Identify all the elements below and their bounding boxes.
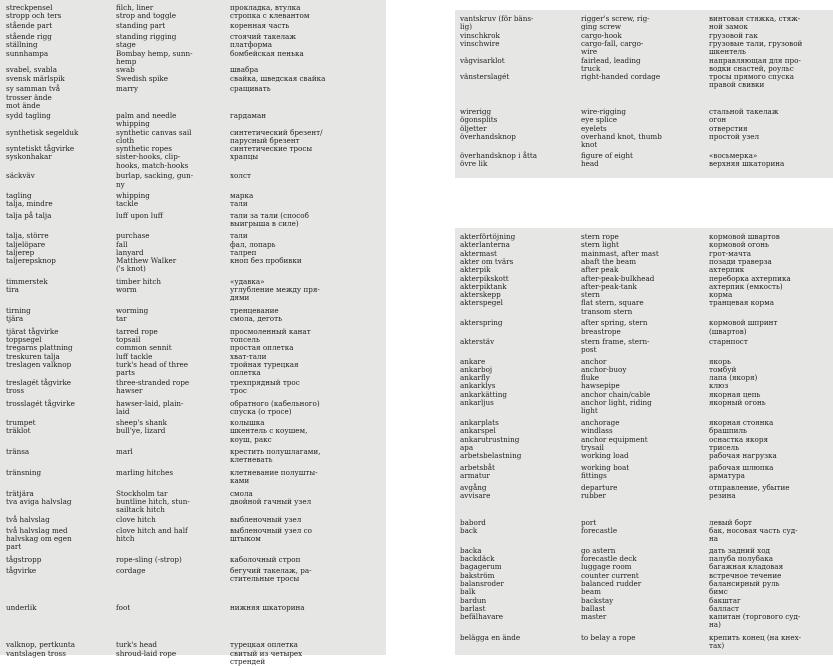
swedish-term: balansroder (460, 578, 504, 588)
swedish-term: babord (460, 517, 486, 527)
swedish-term: vägvisarklot (460, 55, 505, 65)
swedish-term: arbetsbelastning (460, 451, 522, 461)
russian-term: балансирный руль (709, 578, 780, 588)
english-term: synthetic canvas sail cloth (116, 127, 192, 145)
swedish-term: ställning (6, 40, 38, 50)
russian-term: холст (230, 171, 251, 181)
english-term: hawser (116, 386, 143, 396)
english-term: counter current (581, 570, 639, 580)
english-term: after peak (581, 265, 619, 275)
swedish-term: tränsa (6, 447, 30, 457)
english-term: flat stern, square transom stern (581, 298, 644, 316)
english-term: filch, liner (116, 3, 154, 12)
russian-term: клетневание полушты- ками (230, 467, 318, 486)
swedish-term: tagling (6, 190, 32, 200)
swedish-term: två halvslag med halvskag om egen part (6, 525, 72, 552)
swedish-term: trosslagét tågvirke (6, 398, 75, 408)
english-term: marling hitches (116, 467, 174, 477)
english-term: worm (116, 285, 137, 295)
english-term: palm and needle whipping (116, 110, 177, 129)
english-term: stern frame, stern- post (581, 336, 650, 354)
russian-term: просмоленный канат (230, 326, 311, 336)
russian-term: старнпост (709, 336, 748, 346)
russian-term: фал, лопарь (230, 239, 276, 249)
english-term: strop and toggle (116, 11, 176, 21)
swedish-term: akter om tvärs (460, 256, 514, 266)
swedish-term: tågstropp (6, 554, 42, 564)
english-term: topsail (116, 335, 141, 344)
russian-term: тренцевание (230, 305, 279, 315)
english-term: shroud-laid rope (116, 648, 177, 658)
swedish-term: trätjära (6, 488, 34, 498)
russian-term: переборка ахтерпика (709, 273, 791, 283)
russian-term: капитан (торгового суд- на) (709, 612, 801, 630)
russian-term: кормовой огонь (709, 240, 769, 250)
russian-term: брашпиль (709, 426, 747, 436)
russian-term: кормовой швартов (709, 232, 780, 241)
english-term: sheep's shank (116, 418, 167, 427)
english-term: three-stranded rope (116, 378, 190, 388)
swedish-term: treslagét tågvirke (6, 378, 72, 388)
english-term: rubber (581, 490, 606, 500)
swedish-term: streckpensel (6, 3, 53, 12)
english-term: common sennit (116, 343, 172, 353)
russian-term: стоячий такелаж (230, 32, 296, 42)
swedish-term: bardun (460, 595, 487, 605)
swedish-term: tjärat tågvirke (6, 326, 59, 336)
english-term: stage (116, 40, 136, 50)
russian-term: колышка (230, 418, 265, 427)
swedish-term: sydd tagling (6, 110, 51, 120)
russian-term: талреп (230, 247, 257, 257)
swedish-term: överhandsknop i åtta (460, 150, 538, 160)
russian-term: смола (230, 488, 253, 498)
russian-term: тали (230, 198, 248, 208)
russian-term: якорная цепь (709, 389, 761, 399)
swedish-term: akterförtöjning (460, 232, 516, 241)
english-term: figure of eight (581, 150, 633, 160)
swedish-term: öljetter (460, 123, 487, 133)
english-term: luff upon luff (116, 210, 163, 220)
russian-term: выбленочный узел со штыком (230, 525, 312, 544)
swedish-term: toppsegel (6, 335, 42, 344)
english-term: overhand knot, thumb knot (581, 131, 662, 150)
swedish-term: tränsning (6, 467, 42, 477)
swedish-term: ankare (460, 356, 486, 366)
russian-term: тройная турецкая оплетка (230, 359, 299, 378)
russian-term: бомбейская пенька (230, 48, 304, 58)
russian-term: рабочая нагрузка (709, 451, 777, 461)
english-term: rigger's screw, rig- ging screw (581, 14, 650, 32)
swedish-term: stående part (6, 21, 53, 31)
english-term: backstay (581, 595, 614, 605)
english-term: synthetic ropes (116, 144, 172, 154)
english-term: wire-rigging (581, 106, 627, 116)
russian-term: рабочая шлюпка (709, 462, 774, 472)
swedish-term: backa (460, 545, 482, 555)
english-term: turk's head of three parts (116, 359, 189, 378)
swedish-term: befälhavare (460, 612, 504, 622)
swedish-term: svensk märlspik (6, 73, 65, 83)
russian-term: стропка с клевантом (230, 11, 310, 21)
russian-term: стальной такелаж (709, 106, 779, 116)
russian-term: якорный огонь (709, 398, 766, 407)
english-term: anchor-buoy (581, 364, 627, 374)
russian-term: лапа (якоря) (709, 373, 758, 383)
english-term: to belay a rope (581, 632, 636, 642)
swedish-term: armatur (460, 471, 490, 481)
russian-term: томбуй (709, 364, 737, 374)
russian-term: грузовые тали, грузовой шкентель (709, 38, 803, 57)
swedish-term: akterspring (460, 318, 503, 328)
russian-term: бакштаг (709, 595, 741, 605)
english-term: burlap, sacking, gun- ny (116, 171, 194, 189)
russian-term: свайка, шведская свайка (230, 73, 326, 83)
english-term: anchor (581, 356, 607, 366)
swedish-term: sy samman två trosser ände mot ände (6, 84, 61, 110)
english-term: worming (116, 305, 149, 315)
russian-term: турецкая оплетка (230, 640, 298, 650)
english-term: windlass (581, 426, 613, 436)
english-term: cordage (116, 565, 146, 575)
english-term: lanyard (116, 247, 144, 257)
english-term: marry (116, 84, 139, 94)
russian-term: позади траверза (709, 256, 772, 266)
russian-term: швабра (230, 65, 259, 75)
swedish-term: ankarfly (460, 373, 490, 383)
swedish-term: sunnhampa (6, 48, 49, 58)
russian-term: огон (709, 115, 727, 125)
swedish-term: vantskruv (för bäns- lig) (460, 14, 534, 32)
english-term: Swedish spike (116, 73, 169, 83)
swedish-term: trumpet (6, 418, 36, 427)
russian-term: резина (709, 490, 736, 500)
english-term: port (581, 517, 597, 527)
swedish-term: akterpikskott (460, 273, 509, 283)
swedish-term: övre lik (460, 159, 488, 169)
swedish-term: treslagen valknop (6, 359, 72, 369)
russian-term: марка (230, 190, 254, 200)
russian-term: хват-тали (230, 351, 267, 361)
english-term: ballast (581, 603, 606, 613)
swedish-term: talja på talja (6, 210, 52, 220)
swedish-term: avvisare (460, 490, 491, 500)
english-term: anchor light, riding light (581, 398, 652, 416)
swedish-term: vinschwire (460, 38, 500, 48)
swedish-term: underlik (6, 603, 37, 613)
russian-term: ахтерпик (емкость) (709, 281, 783, 291)
swedish-term: vantslagen tross (6, 648, 66, 658)
swedish-term: ankarkätting (460, 389, 507, 399)
swedish-term: bakström (460, 570, 495, 580)
russian-term: верхняя шкаторина (709, 159, 785, 169)
swedish-term: tågvirke (6, 565, 37, 575)
english-term: stern rope (581, 232, 619, 241)
english-term: Stockholm tar (116, 488, 168, 498)
english-term: working load (581, 451, 629, 461)
russian-term: обратного (кабельного) спуска (о тросе) (230, 398, 320, 417)
swedish-term: barlast (460, 603, 486, 613)
swedish-term: akterskepp (460, 290, 501, 300)
swedish-term: apa (460, 442, 474, 452)
english-term: anchor chain/cable (581, 389, 651, 399)
russian-term: клюз (709, 381, 729, 391)
english-term: luff tackle (116, 351, 153, 361)
swedish-term: ankarklys (460, 381, 496, 391)
swedish-term: talja, större (6, 231, 49, 241)
english-term: clove hitch (116, 515, 156, 525)
russian-term: «восьмерка» (709, 150, 758, 160)
russian-term: бак, носовая часть суд- на (709, 525, 798, 544)
english-term: purchase (116, 231, 150, 241)
swedish-term: arbetsbåt (460, 462, 495, 472)
english-term: head (581, 159, 599, 169)
russian-term: корма (709, 290, 733, 300)
swedish-term: tjära (6, 314, 24, 324)
english-term: timber hitch (116, 276, 162, 286)
english-term: turk's head (116, 640, 158, 650)
swedish-term: stående rigg (6, 32, 52, 42)
russian-term: прокладка, втулка (230, 3, 301, 12)
swedish-term: ankarljus (460, 398, 494, 407)
russian-term: шкентель с коушем, коуш, ракс (230, 426, 308, 444)
russian-term: балласт (709, 603, 740, 613)
english-term: hawsepipe (581, 381, 620, 391)
english-term: cargo-fall, cargo- wire (581, 38, 644, 57)
swedish-term: belägga en ände (460, 632, 521, 642)
russian-term: ахтерпик (709, 265, 745, 275)
swedish-term: tva aviga halvslag (6, 496, 72, 506)
swedish-term: vinschkrok (460, 30, 500, 40)
swedish-term: akterspegel (460, 298, 503, 308)
swedish-term: bagagerum (460, 562, 502, 572)
russian-term: бегучий такелаж, ра- стительные тросы (230, 565, 312, 584)
russian-term: транцевая корма (709, 298, 774, 308)
russian-term: трос (230, 386, 247, 396)
russian-term: грот-мачта (709, 248, 751, 258)
swedish-term: taljelöpare (6, 239, 46, 249)
swedish-term: aktermast (460, 248, 497, 258)
swedish-term: syntetiskt tågvirke (6, 144, 75, 154)
russian-term: синтетические тросы (230, 144, 313, 154)
english-term: tarred rope (116, 326, 158, 336)
russian-term: простая оплетка (230, 343, 294, 353)
english-term: swab (116, 65, 135, 75)
russian-term: левый борт (709, 517, 752, 527)
russian-term: грузовой гак (709, 30, 758, 40)
russian-term: отверстия (709, 123, 748, 133)
english-term: master (581, 612, 607, 622)
russian-term: встречное течение (709, 570, 782, 580)
english-term: standing part (116, 21, 166, 31)
russian-term: «удавка» (230, 276, 265, 286)
english-term: departure (581, 482, 618, 492)
swedish-term: ankarutrustning (460, 434, 520, 444)
english-term: foot (116, 603, 131, 613)
swedish-term: ankarspel (460, 426, 496, 436)
russian-term: якорь (709, 356, 731, 366)
dictionary-page-right-bottom (455, 228, 833, 655)
english-term: trysail (581, 442, 604, 452)
swedish-term: säckväv (6, 171, 35, 181)
swedish-term: akterlanterna (460, 240, 510, 250)
english-term: cargo-hook (581, 30, 622, 40)
english-term: Matthew Walker ('s knot) (116, 256, 177, 274)
dictionary-page-left (0, 0, 386, 666)
english-term: hawser-laid, plain- laid (116, 398, 184, 417)
swedish-term: vänsterslagét (460, 72, 510, 82)
russian-term: синтетический брезент/ парусный брезент (230, 127, 323, 145)
swedish-term: synthetisk segelduk (6, 127, 79, 137)
english-term: stern (581, 290, 600, 300)
swedish-term: akterpiktank (460, 281, 507, 291)
swedish-term: svabel, svabla (6, 65, 57, 75)
russian-term: дать задний ход (709, 545, 770, 555)
russian-term: отправление, убытие (709, 482, 790, 492)
russian-term: двойной гачный узел (230, 496, 312, 506)
russian-term: платформа (230, 40, 273, 50)
english-term: bull'ye, lizard (116, 426, 166, 436)
russian-term: каболочный строп (230, 554, 301, 564)
english-term: go astern (581, 545, 616, 555)
russian-term: углубление между пря- дями (230, 285, 320, 303)
russian-term: тросы прямого спуска правой свивки (709, 72, 795, 90)
english-term: standing rigging (116, 32, 177, 42)
english-term: beam (581, 587, 601, 597)
english-term: fall (116, 239, 128, 249)
russian-term: нижняя шкаторина (230, 603, 305, 613)
russian-term: сращивать (230, 84, 271, 94)
english-term: stern light (581, 240, 619, 250)
russian-term: простой узел (709, 131, 760, 141)
english-term: anchor equipment (581, 434, 648, 444)
russian-term: направляющая для про- водки снастей, роульс (709, 55, 801, 73)
swedish-term: ankarplats (460, 417, 499, 427)
english-term: rope-sling (-strop) (116, 554, 182, 564)
english-term: eye splice (581, 115, 618, 125)
swedish-term: akterpik (460, 265, 491, 275)
russian-term: выбленочный узел (230, 515, 302, 525)
russian-term: кормовой шпринт (швартов) (709, 318, 778, 336)
russian-term: гардаман (230, 110, 267, 120)
english-term: abaft the beam (581, 256, 637, 266)
russian-term: трисель (709, 442, 740, 452)
english-term: tar (116, 314, 127, 324)
english-term: fluke (581, 373, 600, 383)
swedish-term: taljerepsknop (6, 256, 56, 266)
russian-term: кноп без пробивки (230, 256, 302, 266)
swedish-term: talja, mindre (6, 198, 53, 208)
russian-term: свитый из четырех стрендей (230, 648, 303, 666)
russian-term: винтовая стяжка, стяж- ной замок (709, 14, 801, 32)
english-term: whipping (116, 190, 150, 200)
swedish-term: ankarboj (460, 364, 493, 374)
swedish-term: backdäck (460, 554, 495, 564)
english-term: marl (116, 447, 133, 457)
swedish-term: träklot (6, 426, 31, 436)
english-term: buntline hitch, stun- sailtack hitch (116, 496, 190, 515)
russian-term: палуба полубака (709, 554, 774, 564)
english-term: working boat (581, 462, 630, 472)
russian-term: крестить полушлагами, клетневать (230, 447, 321, 465)
english-term: eyelets (581, 123, 607, 133)
swedish-term: avgång (460, 482, 487, 492)
russian-term: коренная часть (230, 21, 290, 31)
english-term: balanced rudder (581, 578, 642, 588)
dictionary-page-right-top (455, 10, 833, 178)
russian-term: якорная стоянка (709, 417, 774, 427)
russian-term: топсель (230, 335, 260, 344)
swedish-term: två halvslag (6, 515, 50, 525)
english-term: clove hitch and half hitch (116, 525, 188, 544)
english-term: fittings (581, 471, 607, 481)
english-term: fairlead, leading truck (581, 55, 641, 73)
russian-term: смола, деготь (230, 314, 283, 324)
english-term: sister-hooks, clip- hooks, match-hooks (116, 152, 189, 170)
swedish-term: tirning (6, 305, 31, 315)
english-term: Bombay hemp, sunn- hemp (116, 48, 193, 66)
english-term: after spring, stern breastrope (581, 318, 648, 336)
english-term: forecastle deck (581, 554, 637, 564)
swedish-term: överhandsknop (460, 131, 516, 141)
english-term: anchorage (581, 417, 620, 427)
russian-term: трехпрядный трос (230, 378, 300, 388)
russian-term: оснастка якоря (709, 434, 768, 444)
russian-term: тали за тали (способ выигрыша в силе) (230, 210, 309, 228)
english-term: right-handed cordage (581, 72, 661, 82)
russian-term: бимс (709, 587, 728, 597)
swedish-term: taljerep (6, 247, 35, 257)
swedish-term: akterstäv (460, 336, 495, 346)
english-term: mainmast, after mast (581, 248, 659, 258)
swedish-term: tira (6, 285, 19, 295)
swedish-term: syskonhakar (6, 152, 52, 162)
swedish-term: timmerstek (6, 276, 48, 286)
swedish-term: wirerigg (460, 106, 492, 116)
swedish-term: stropp och ters (6, 11, 62, 21)
russian-term: тали (230, 231, 248, 241)
swedish-term: treskuren talja (6, 351, 60, 361)
russian-term: багажная кладовая (709, 562, 784, 572)
swedish-term: valknop, pertkunta (6, 640, 76, 650)
russian-term: арматура (709, 471, 745, 481)
swedish-term: tross (6, 386, 25, 396)
swedish-term: balk (460, 587, 476, 597)
swedish-term: ögonsplits (460, 115, 498, 125)
english-term: tackle (116, 198, 139, 208)
english-term: after-peak-bulkhead (581, 273, 655, 283)
russian-term: храпцы (230, 152, 259, 162)
english-term: after-peak-tank (581, 281, 637, 291)
swedish-term: back (460, 525, 478, 535)
english-term: luggage room (581, 562, 632, 572)
english-term: forecastle (581, 525, 618, 535)
swedish-term: tregarns plattning (6, 343, 73, 353)
russian-term: крепить конец (на кнех- тах) (709, 632, 802, 651)
